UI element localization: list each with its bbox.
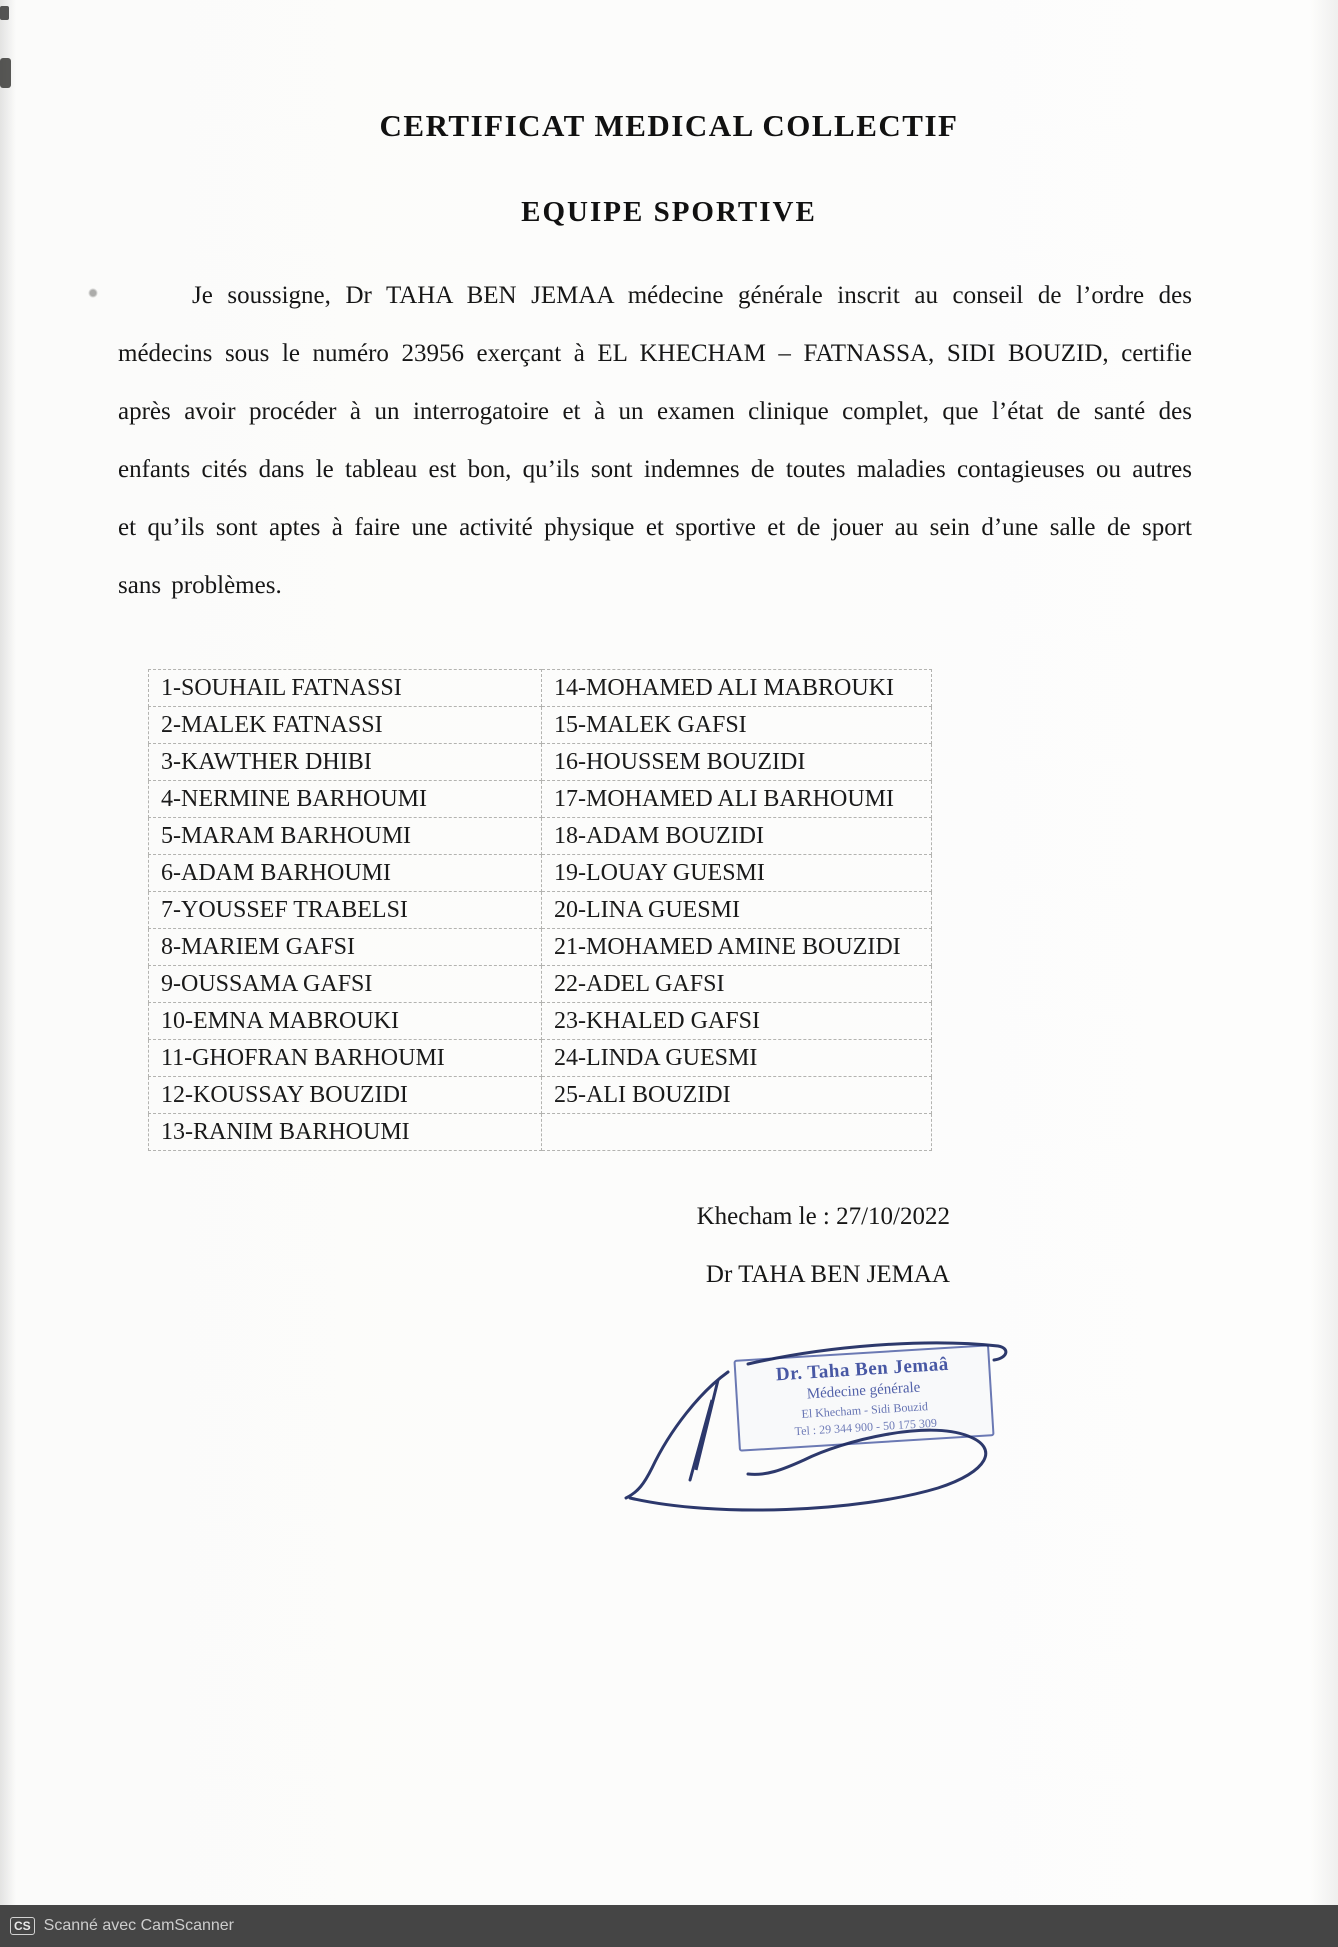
table-cell: 25-ALI BOUZIDI	[542, 1077, 932, 1114]
table-cell: 8-MARIEM GAFSI	[149, 929, 542, 966]
table-row	[149, 707, 932, 744]
table-cell: 3-KAWTHER DHIBI	[149, 744, 542, 781]
table-cell	[542, 1114, 932, 1151]
table-cell: 13-RANIM BARHOUMI	[149, 1114, 542, 1151]
table-row	[149, 818, 932, 855]
table-row	[149, 855, 932, 892]
table-cell: 10-EMNA MABROUKI	[149, 1003, 542, 1040]
names-table	[148, 669, 932, 1151]
table-row	[149, 744, 932, 781]
table-cell: 9-OUSSAMA GAFSI	[149, 966, 542, 1003]
table-cell: 4-NERMINE BARHOUMI	[149, 781, 542, 818]
scan-artifact	[88, 288, 98, 298]
stamp-address: El Khecham - Sidi Bouzid	[801, 1399, 929, 1421]
table-cell: 18-ADAM BOUZIDI	[542, 818, 932, 855]
table-cell: 7-YOUSSEF TRABELSI	[149, 892, 542, 929]
table-row	[149, 966, 932, 1003]
names-table-body	[149, 670, 932, 1151]
table-cell: 6-ADAM BARHOUMI	[149, 855, 542, 892]
document-title: CERTIFICAT MEDICAL COLLECTIF	[379, 108, 959, 143]
table-cell: 16-HOUSSEM BOUZIDI	[542, 744, 932, 781]
table-cell: 14-MOHAMED ALI MABROUKI	[542, 670, 932, 707]
table-row	[149, 1114, 932, 1151]
scan-artifact	[0, 58, 11, 88]
table-row	[149, 929, 932, 966]
doctor-name: Dr TAHA BEN JEMAA	[705, 1261, 950, 1288]
table-row	[149, 1003, 932, 1040]
table-cell: 11-GHOFRAN BARHOUMI	[149, 1040, 542, 1077]
camscanner-footer	[0, 1905, 1338, 1947]
table-row	[149, 670, 932, 707]
table-cell: 23-KHALED GAFSI	[542, 1003, 932, 1040]
table-cell: 5-MARAM BARHOUMI	[149, 818, 542, 855]
table-cell: 12-KOUSSAY BOUZIDI	[149, 1077, 542, 1114]
table-cell: 17-MOHAMED ALI BARHOUMI	[542, 781, 932, 818]
camscanner-logo-icon: CS	[10, 1917, 35, 1935]
table-cell: 19-LOUAY GUESMI	[542, 855, 932, 892]
camscanner-footer-text: Scanné avec CamScanner	[43, 1917, 234, 1934]
certificate-body-paragraph: Je soussigne, Dr TAHA BEN JEMAA médecine générale inscrit au conseil de l’ordre des médecins sous le numéro 23956 exerçant à EL KHECHAM – FATNASSA, SIDI BOUZID, certifie après avoir procéder à un interrogatoire et à un examen clinique complet, que l’état de santé des enfants cités dans le tableau est bon, qu’ils sont indemnes de toutes maladies contagieuses ou autres et qu’ils sont aptes à faire une activité physique et sportive et de jouer au sein d’une salle de sport sans problèmes.	[118, 282, 1192, 599]
stamp-phone: Tel : 29 344 900 - 50 175 309	[794, 1415, 938, 1439]
table-row	[149, 1040, 932, 1077]
table-cell: 15-MALEK GAFSI	[542, 707, 932, 744]
table-cell: 20-LINA GUESMI	[542, 892, 932, 929]
table-cell: 22-ADEL GAFSI	[542, 966, 932, 1003]
stamp-doctor-name: Dr. Taha Ben Jemaâ	[775, 1353, 950, 1386]
date-line: Khecham le : 27/10/2022	[696, 1203, 950, 1230]
stamp-specialty: Médecine générale	[806, 1379, 921, 1403]
table-cell: 21-MOHAMED AMINE BOUZIDI	[542, 929, 932, 966]
table-cell: 1-SOUHAIL FATNASSI	[149, 670, 542, 707]
table-row	[149, 1077, 932, 1114]
doctor-stamp	[733, 1344, 994, 1451]
table-cell: 2-MALEK FATNASSI	[149, 707, 542, 744]
table-cell: 24-LINDA GUESMI	[542, 1040, 932, 1077]
table-row	[149, 781, 932, 818]
table-row	[149, 892, 932, 929]
document-subtitle: EQUIPE SPORTIVE	[521, 196, 817, 228]
scan-artifact	[0, 6, 9, 20]
